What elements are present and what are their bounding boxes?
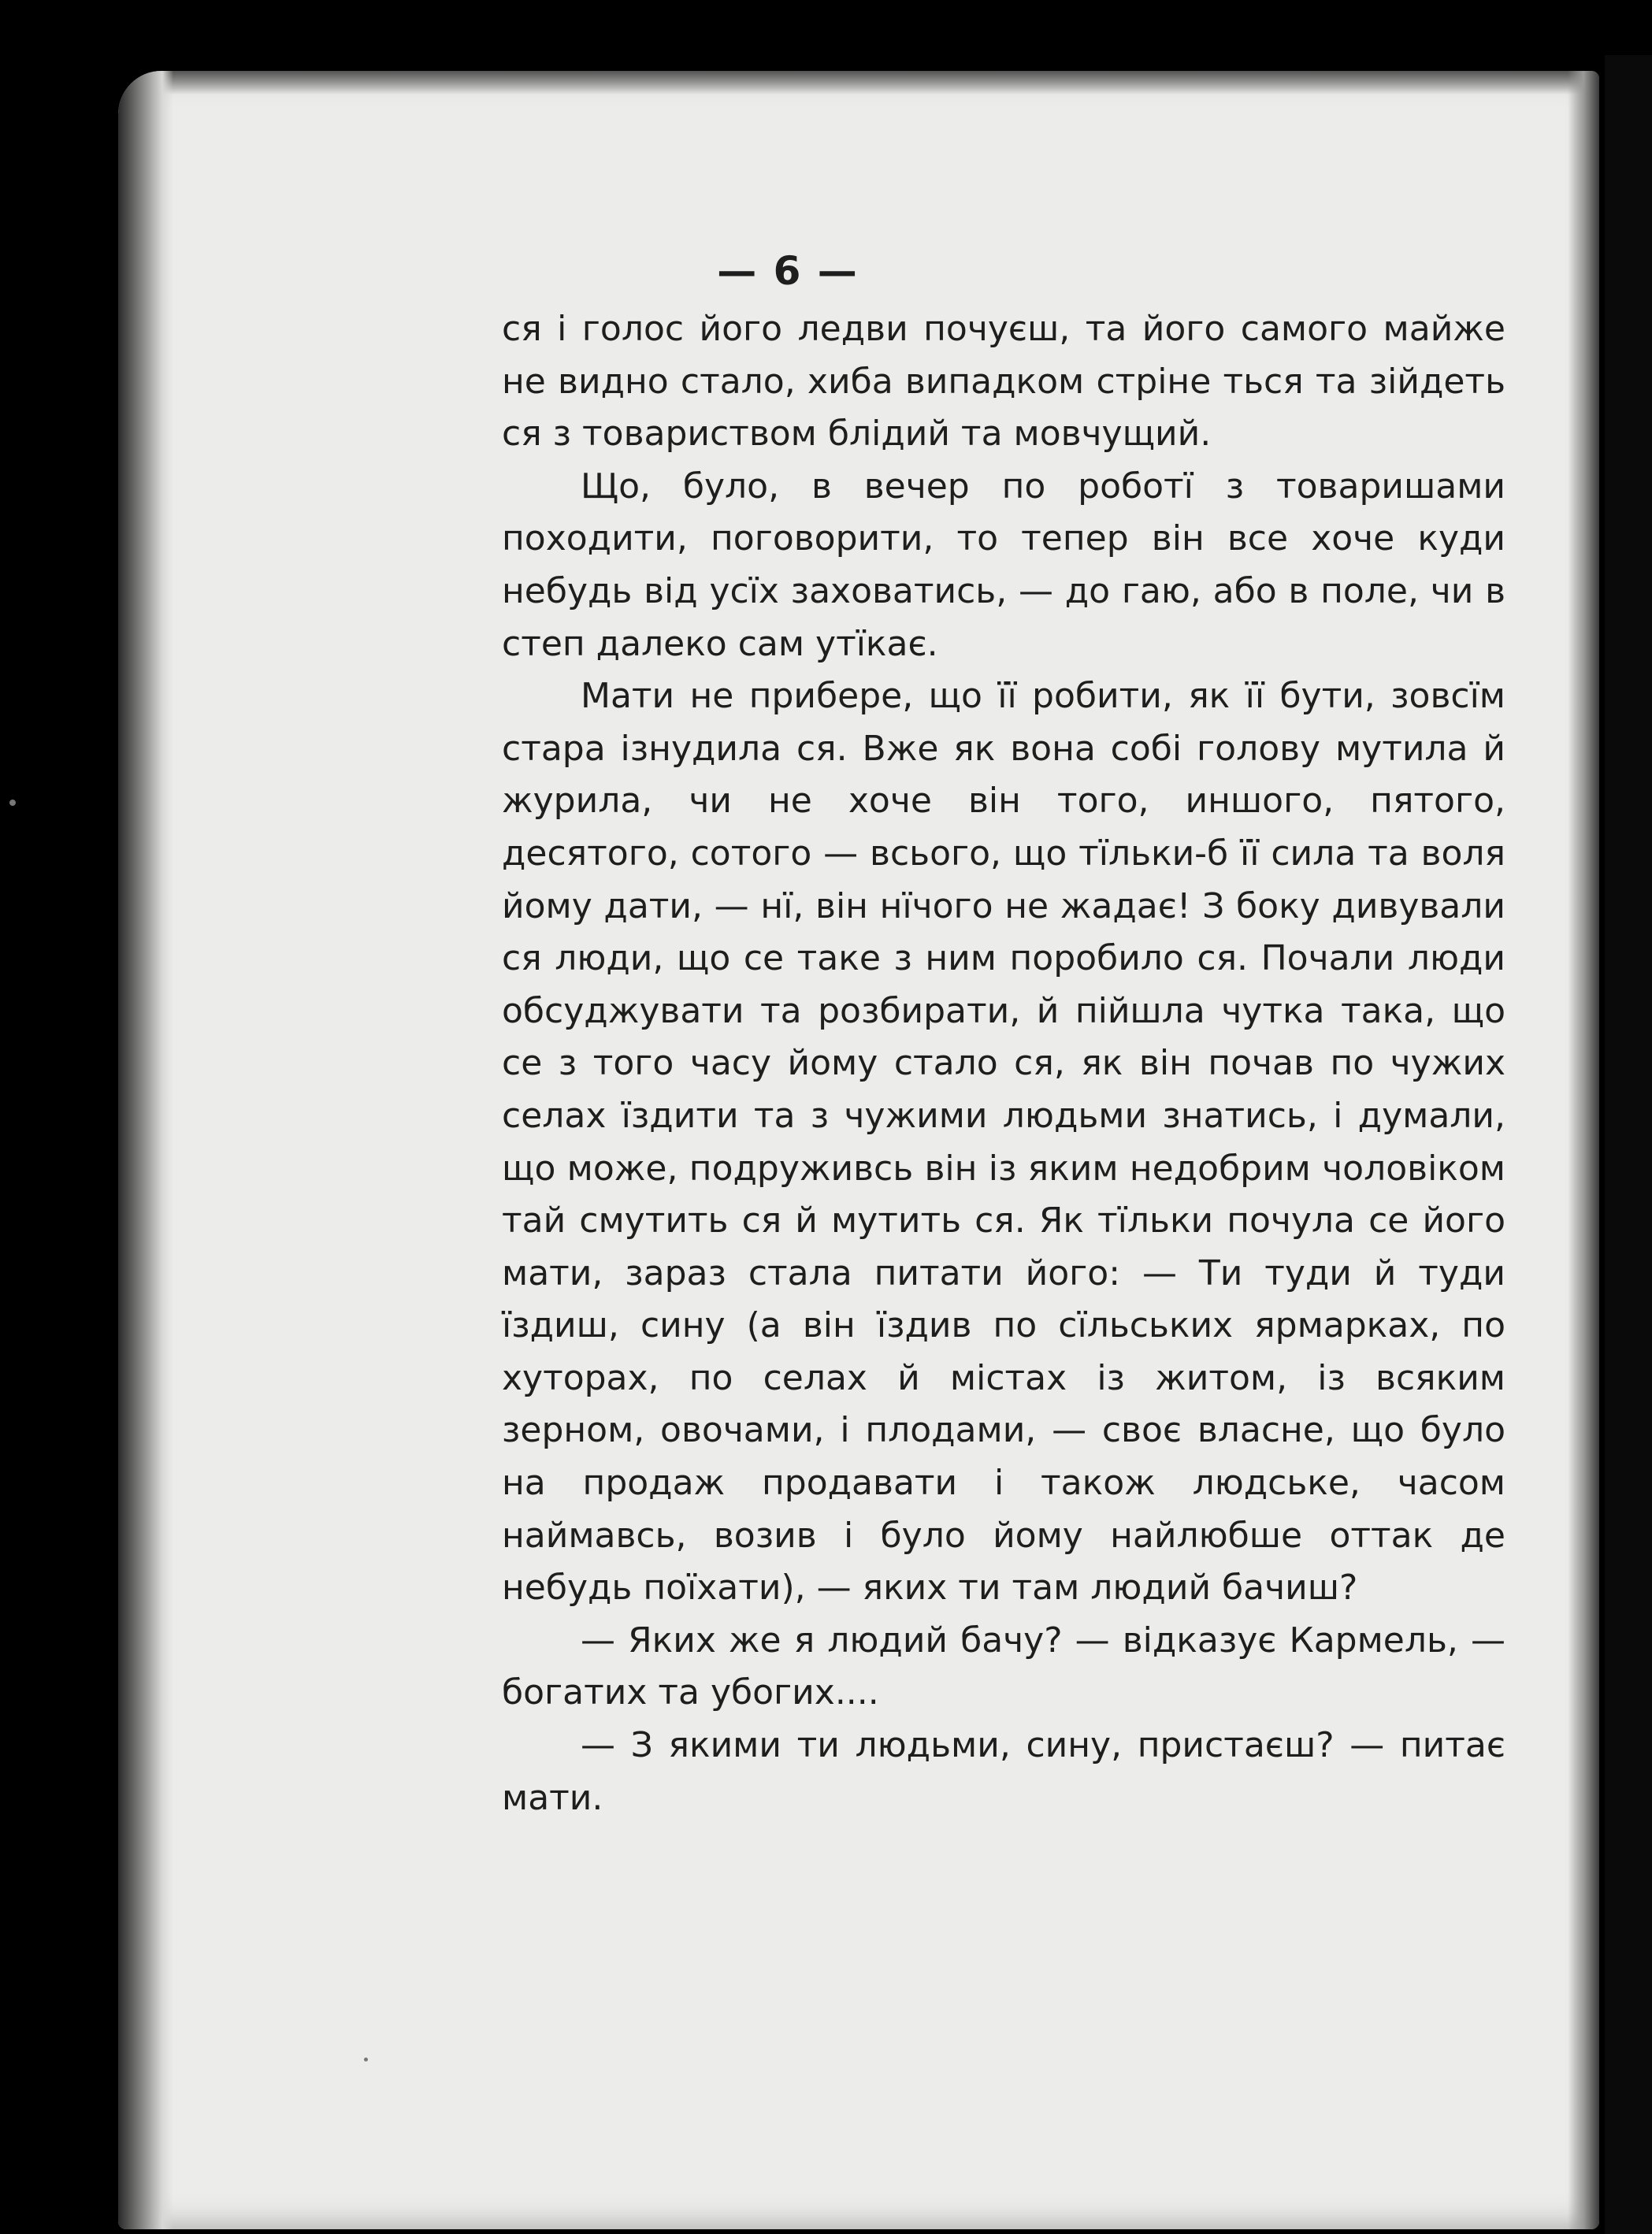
paragraph: ся і голос його ледви почуєш, та його самого майже не видно стало, хиба випадком стріне ться та зійдеть ся з товариством блідий та мовчущий. <box>502 309 1505 455</box>
page-top-shadow <box>118 71 1599 95</box>
scan-speck <box>9 800 16 806</box>
page-left-shadow <box>118 71 173 2229</box>
scan-speck <box>364 2058 368 2061</box>
paragraph: — З якими ти людьми, сину, пристаєш? — питає мати. <box>502 1725 1505 1818</box>
paragraph: Що, було, в вечер по роботї з товаришами походити, поговорити, то тепер він все хоче куди небудь від усїх заховатись, — до гаю, або в поле, чи в степ далеко сам утїкає. <box>502 466 1505 664</box>
body-text <box>502 303 1505 1824</box>
page-number: — 6 — <box>717 248 859 294</box>
paragraph: Мати не прибере, що її робити, як її бути, зовсїм стара ізнудила ся. Вже як вона собі голову мутила й журила, чи не хоче він того, иншого, пятого, десятого, сотого — всього, що тїльки-б її сила та воля йому дати, — нї, він нїчого не жадає! З боку дивували ся люди, що се таке з ним поробило ся. Почали люди обсуджувати та розбирати, й пійшла чутка така, що се з того часу йому стало ся, як він почав по чужих селах їздити та з чужими людьми знатись, і думали, що може, подруживсь він із яким недобрим чоловіком тай смутить ся й мутить ся. Як тїльки почула се його мати, зараз стала питати його: — Ти туди й туди їздиш, сину (а він їздив по сїльських ярмарках, по хуторах, по селах й містах із житом, із всяким зерном, овочами, і плодами, — своє власне, що було на продаж продавати і також людське, часом наймавсь, возив і було йому найлюбше оттак де небудь поїхати), — яких ти там людий бачиш? <box>502 676 1505 1609</box>
page-right-shadow <box>1568 71 1599 2229</box>
book-binding-edge <box>1605 55 1652 2234</box>
paragraph: — Яких же я людий бачу? — відказує Кармель, — богатих та убогих.... <box>502 1620 1505 1713</box>
